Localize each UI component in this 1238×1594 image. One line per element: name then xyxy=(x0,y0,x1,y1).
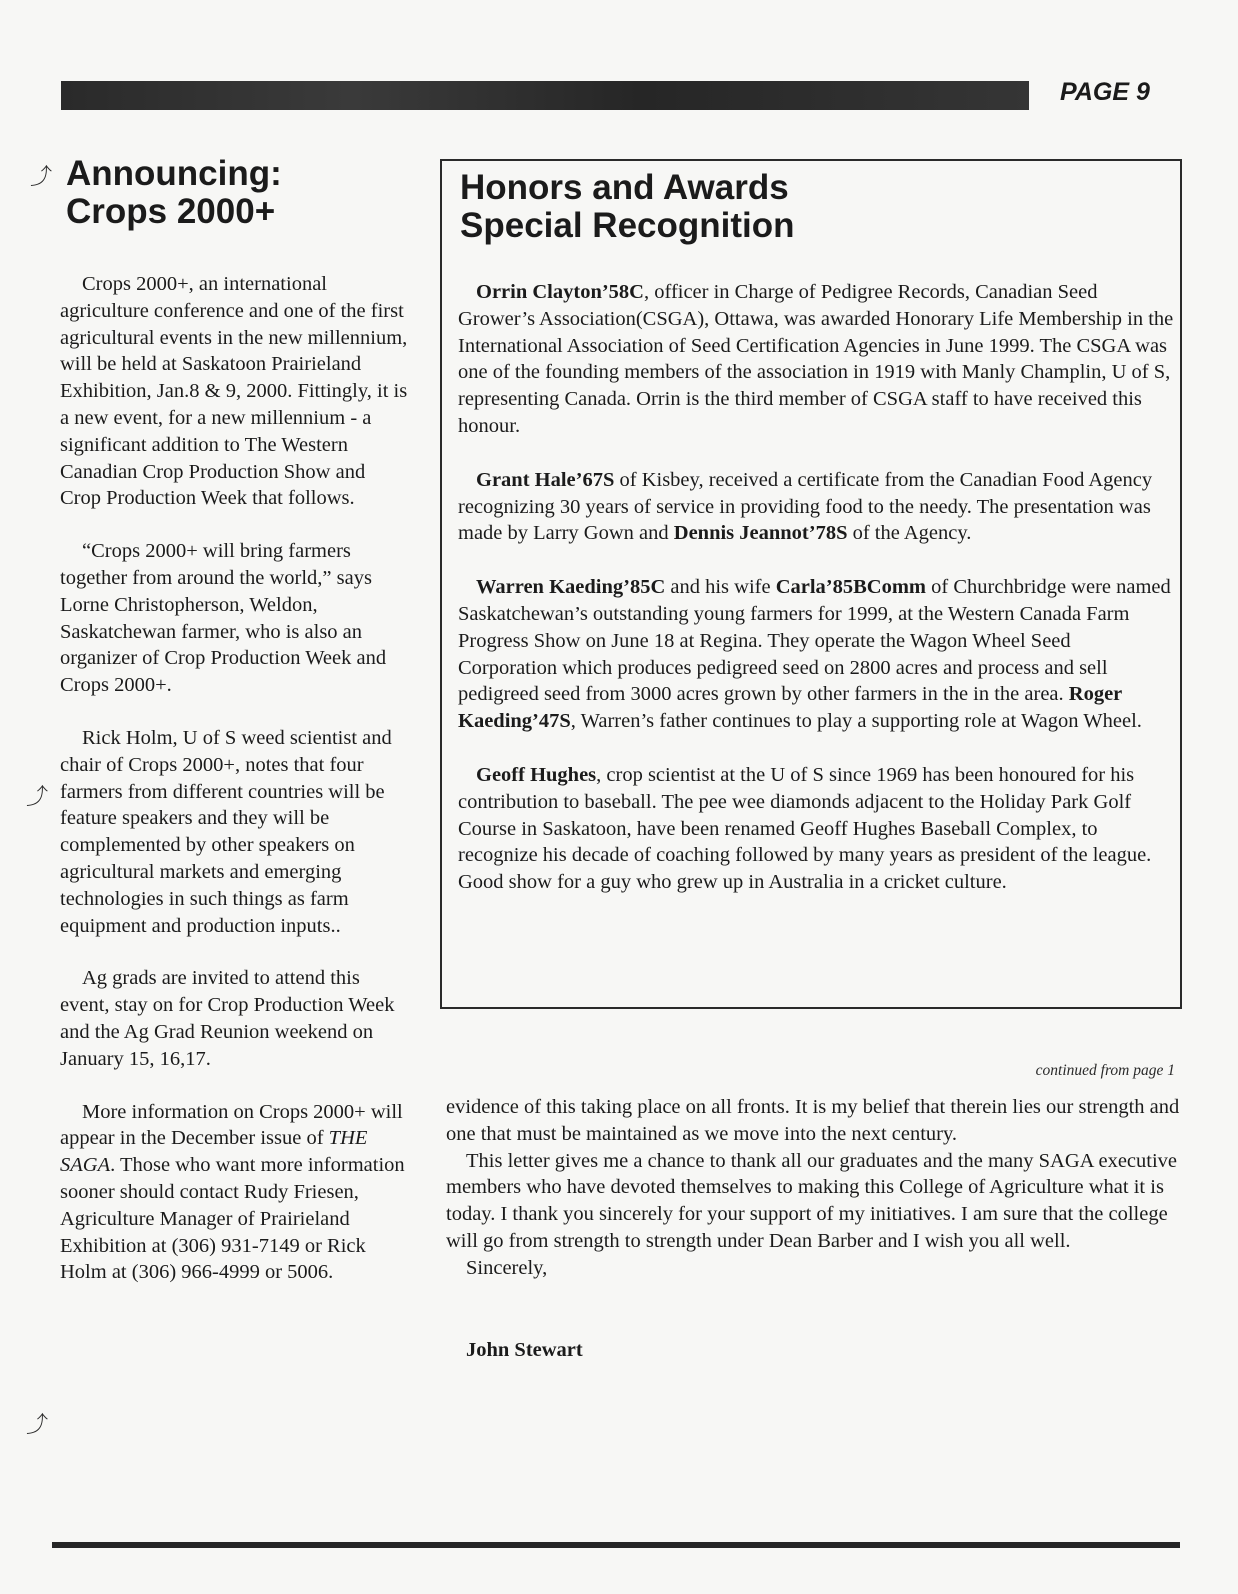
page-number: PAGE 9 xyxy=(1060,78,1150,106)
letter-paragraph: evidence of this taking place on all fronts. It is my belief that therein lies our strength and one that must be maintained as we move into the next century. xyxy=(446,1096,1180,1145)
honor-entry: Orrin Clayton’58C, officer in Charge of Pedigree Records, Canadian Seed Grower’s Association(CSGA), Ottawa, was awarded Honorary Life Membership in the International Association of Seed Certification Agencies in June 1999. The CSGA was one of the founding members of the association in 1919 with Manly Champlin, U of S, representing Canada. Orrin is the third member of CSGA staff to have received this honour. xyxy=(458,281,1174,437)
paragraph: Crops 2000+, an international agriculture conference and one of the first agricultural events in the new millennium, will be held at Saskatoon Prairieland Exhibition, Jan.8 & 9, 2000. Fittingly, it is a new event, for a new millennium - a significant addition to The Western Canadian Crop Production Show and Crop Production Week that follows. xyxy=(60,273,408,510)
scan-mark: ⤴ xyxy=(26,1412,49,1437)
signature: John Stewart xyxy=(466,1339,583,1361)
honoree-name: Warren Kaeding’85C xyxy=(476,576,666,599)
letter-paragraph: This letter gives me a chance to thank all our graduates and the many SAGA executive members who have devoted themselves to making this College of Agriculture what it is today. I thank you sincerely for your support of my initiatives. I am sure that the college will go from strength to strength under Dean Barber and I wish you all well. xyxy=(446,1149,1178,1252)
scan-mark: ⤴ xyxy=(26,784,49,809)
header-bar xyxy=(61,81,1029,110)
honors-body xyxy=(458,279,1174,923)
honoree-name: Grant Hale’67S xyxy=(476,468,615,491)
honors-box xyxy=(440,159,1182,1009)
honors-title: Honors and Awards Special Recognition xyxy=(460,168,795,245)
letter-closing: Sincerely, xyxy=(466,1256,548,1279)
publication-name: THE SAGA xyxy=(60,1127,368,1177)
honoree-name: Orrin Clayton’58C xyxy=(476,281,644,303)
honoree-name: Dennis Jeannot’78S xyxy=(673,522,848,545)
crops-article xyxy=(60,155,410,1312)
honoree-name: Carla’85BComm xyxy=(775,576,927,599)
footer-rule xyxy=(52,1542,1180,1548)
paragraph: “Crops 2000+ will bring farmers together from around the world,” says Lorne Christopherson, Weldon, Saskatchewan farmer, who is also an organizer of Crop Production Week and Crops 2000+. xyxy=(60,540,387,697)
honoree-name: Geoff Hughes xyxy=(476,763,597,786)
continued-label: continued from page 1 xyxy=(1035,1062,1175,1079)
crops-article-title: Announcing: Crops 2000+ xyxy=(66,154,282,231)
honor-entry: Geoff Hughes, crop scientist at the U of S since 1969 has been honoured for his contribution to baseball. The pee wee diamonds adjacent to the Holiday Park Golf Course in Saskatoon, have been renamed Geoff Hughes Baseball Complex, to recognize his decade of coaching followed by many years as president of the league. Good show for a guy who grew up in Australia in a cricket culture. xyxy=(458,763,1152,894)
letter-continuation xyxy=(446,1094,1182,1282)
crops-article-body xyxy=(60,271,410,1286)
honor-entry: Warren Kaeding’85C and his wife Carla’85BComm of Churchbridge were named Saskatchewan’s outstanding young farmers for 1999, at the Western Canada Farm Progress Show on June 18 at Regina. They operate the Wagon Wheel Seed Corporation which produces pedigreed seed on 2800 acres and process and sell pedigreed seed from 3000 acres grown by other farmers in the in the area. Roger Kaeding’47S, Warren’s father continues to play a supporting role at Wagon Wheel. xyxy=(458,576,1171,733)
paragraph: More information on Crops 2000+ will appear in the December issue of THE SAGA. Those who want more information sooner should contact Rudy Friesen, Agriculture Manager of Prairieland Exhibition at (306) 931-7149 or Rick Holm at (306) 966-4999 or 5006. xyxy=(60,1100,405,1284)
honoree-name: Roger Kaeding’47S xyxy=(458,683,1122,733)
scan-mark: ⤴ xyxy=(30,164,53,189)
paragraph: Rick Holm, U of S weed scientist and chair of Crops 2000+, notes that four farmers from different countries will be feature speakers and they will be complemented by other speakers on agricultural markets and emerging technologies in such things as farm equipment and production inputs.. xyxy=(60,726,392,937)
paragraph: Ag grads are invited to attend this event, stay on for Crop Production Week and the Ag Grad Reunion weekend on January 15, 16,17. xyxy=(60,967,395,1070)
honor-entry: Grant Hale’67S of Kisbey, received a certificate from the Canadian Food Agency recognizing 30 years of service in providing food to the needy. The presentation was made by Larry Gown and Dennis Jeannot’78S of the Agency. xyxy=(458,468,1153,545)
